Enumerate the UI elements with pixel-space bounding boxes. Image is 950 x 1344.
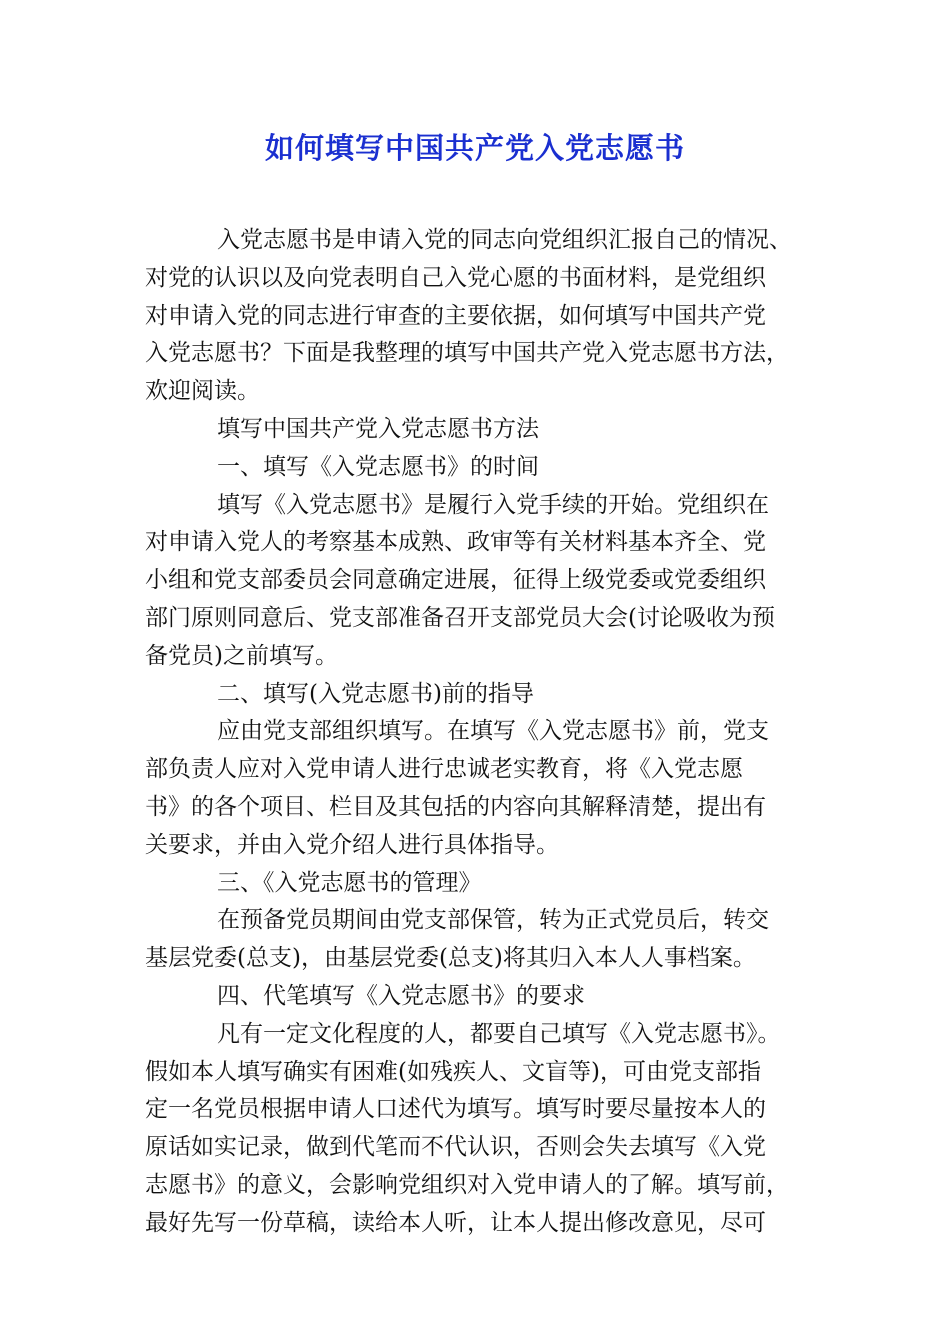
text-line: 部负责人应对入党申请人进行忠诚老实教育，将《入党志愿 <box>145 756 743 783</box>
text-line: 三、《入党志愿书的管理》 <box>217 869 482 896</box>
text-line: 对申请入党人的考察基本成熟、政审等有关材料基本齐全、党 <box>145 529 766 556</box>
text-line: 原话如实记录，做到代笔而不代认识，否则会失去填写《入党 <box>145 1134 766 1161</box>
text-line: 最好先写一份草稿，读给本人听，让本人提出修改意见，尽可 <box>145 1209 766 1236</box>
text-line: 四、代笔填写《入党志愿书》的要求 <box>217 982 585 1009</box>
text-line: 定一名党员根据申请人口述代为填写。填写时要尽量按本人的 <box>145 1096 766 1123</box>
text-line: 备党员)之前填写。 <box>145 642 338 669</box>
text-line: 入党志愿书是申请入党的同志向党组织汇报自己的情况、 <box>217 227 792 253</box>
text-line: 小组和党支部委员会同意确定进展，征得上级党委或党委组织 <box>145 567 766 594</box>
text-line: 志愿书》的意义，会影响党组织对入党申请人的了解。填写前， <box>145 1171 789 1198</box>
text-line: 应由党支部组织填写。在填写《入党志愿书》前，党支 <box>217 718 769 745</box>
text-line: 填写《入党志愿书》是履行入党手续的开始。党组织在 <box>217 491 769 518</box>
text-line: 基层党委(总支)，由基层党委(总支)将其归入本人人事档案。 <box>145 945 756 972</box>
text-line: 二、填写(入党志愿书)前的指导 <box>217 680 534 707</box>
text-line: 凡有一定文化程度的人，都要自己填写《入党志愿书》。 <box>217 1020 781 1047</box>
text-line: 对党的认识以及向党表明自己入党心愿的书面材料，是党组织 <box>145 264 766 291</box>
text-line: 关要求，并由入党介绍人进行具体指导。 <box>145 831 559 858</box>
document-body <box>145 222 810 1243</box>
text-line: 一、填写《入党志愿书》的时间 <box>217 453 539 480</box>
text-line: 在预备党员期间由党支部保管，转为正式党员后，转交 <box>217 907 769 934</box>
text-line: 假如本人填写确实有困难(如残疾人、文盲等)，可由党支部指 <box>145 1058 761 1085</box>
document-title: 如何填写中国共产党入党志愿书 <box>264 131 685 165</box>
text-line: 书》的各个项目、栏目及其包括的内容向其解释清楚，提出有 <box>145 793 766 820</box>
text-line: 对申请入党的同志进行审查的主要依据，如何填写中国共产党 <box>145 302 766 329</box>
text-line: 部门原则同意后、党支部准备召开支部党员大会(讨论吸收为预 <box>145 604 775 631</box>
text-line: 欢迎阅读。 <box>145 378 260 405</box>
text-line: 入党志愿书？下面是我整理的填写中国共产党入党志愿书方法， <box>145 340 789 367</box>
text-line: 填写中国共产党入党志愿书方法 <box>217 415 539 442</box>
